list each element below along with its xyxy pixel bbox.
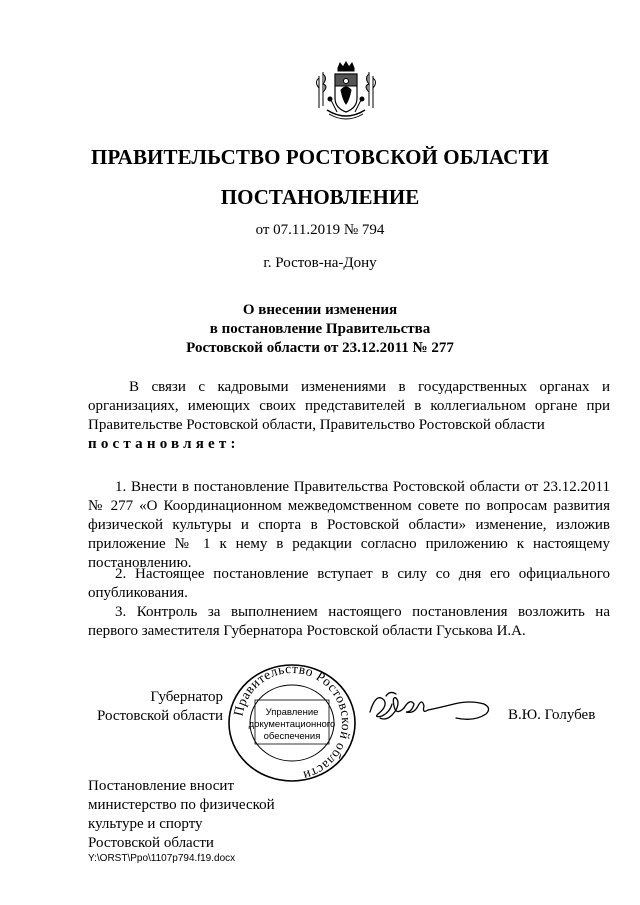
stamp-inner-line: обеспечения <box>263 731 321 742</box>
government-title: ПРАВИТЕЛЬСТВО РОСТОВСКОЙ ОБЛАСТИ <box>91 145 549 169</box>
item-3-paragraph: 3. Контроль за выполнением настоящего постановления возложить на первого заместителя Губернатора Ростовской области Гуськова И.А. <box>88 604 610 639</box>
official-stamp <box>226 662 358 784</box>
stamp-inner-line: документационного <box>248 719 336 730</box>
preamble-paragraph <box>88 378 610 454</box>
file-path: Y:\ORST\Ppo\1107p794.f19.docx <box>88 853 236 864</box>
introduced-by <box>88 777 348 853</box>
coat-of-arms-emblem <box>313 60 379 126</box>
stamp-inner-line: Управление <box>265 707 319 718</box>
decision-word: постановляет: <box>88 436 240 452</box>
subject-line: в постановление Правительства <box>209 321 431 337</box>
subject-line: О внесении изменения <box>242 302 398 318</box>
signer-name: В.Ю. Голубев <box>508 707 596 723</box>
signer-position-line: Ростовской области <box>97 708 223 724</box>
introduced-by-line: министерство по физической <box>88 797 275 813</box>
introduced-by-line: Постановление вносит <box>88 778 235 794</box>
document-subject <box>0 301 640 358</box>
signer-position <box>88 688 223 726</box>
handwritten-signature <box>366 688 494 726</box>
city: г. Ростов-на-Дону <box>263 255 377 271</box>
item-1-paragraph: 1. Внести в постановление Правительства Ростовской области от 23.12.2011 № 277 «О Координационном межведомственном совете по вопросам развития физической культуры и спорта в Ростовской области» изменение, изложив приложение № 1 к нему в редакции согласно приложению к настоящему постановлению. <box>88 479 610 571</box>
date-and-number: от 07.11.2019 № 794 <box>255 222 385 238</box>
preamble-text: В связи с кадровыми изменениями в государственных органах и организациях, имеющих своих представителей в коллегиальном органе при Правительстве Ростовской области, Правительство Ростовской области <box>88 379 610 433</box>
subject-line: Ростовской области от 23.12.2011 № 277 <box>186 340 454 356</box>
introduced-by-line: Ростовской области <box>88 835 214 851</box>
stamp-outer-text: Правительство Ростовской области <box>230 662 355 784</box>
item-2-paragraph: 2. Настоящее постановление вступает в силу со дня его официального опубликования. <box>88 566 610 601</box>
introduced-by-line: культуре и спорту <box>88 816 203 832</box>
signer-position-line: Губернатор <box>150 689 223 705</box>
document-type: ПОСТАНОВЛЕНИЕ <box>220 185 420 209</box>
